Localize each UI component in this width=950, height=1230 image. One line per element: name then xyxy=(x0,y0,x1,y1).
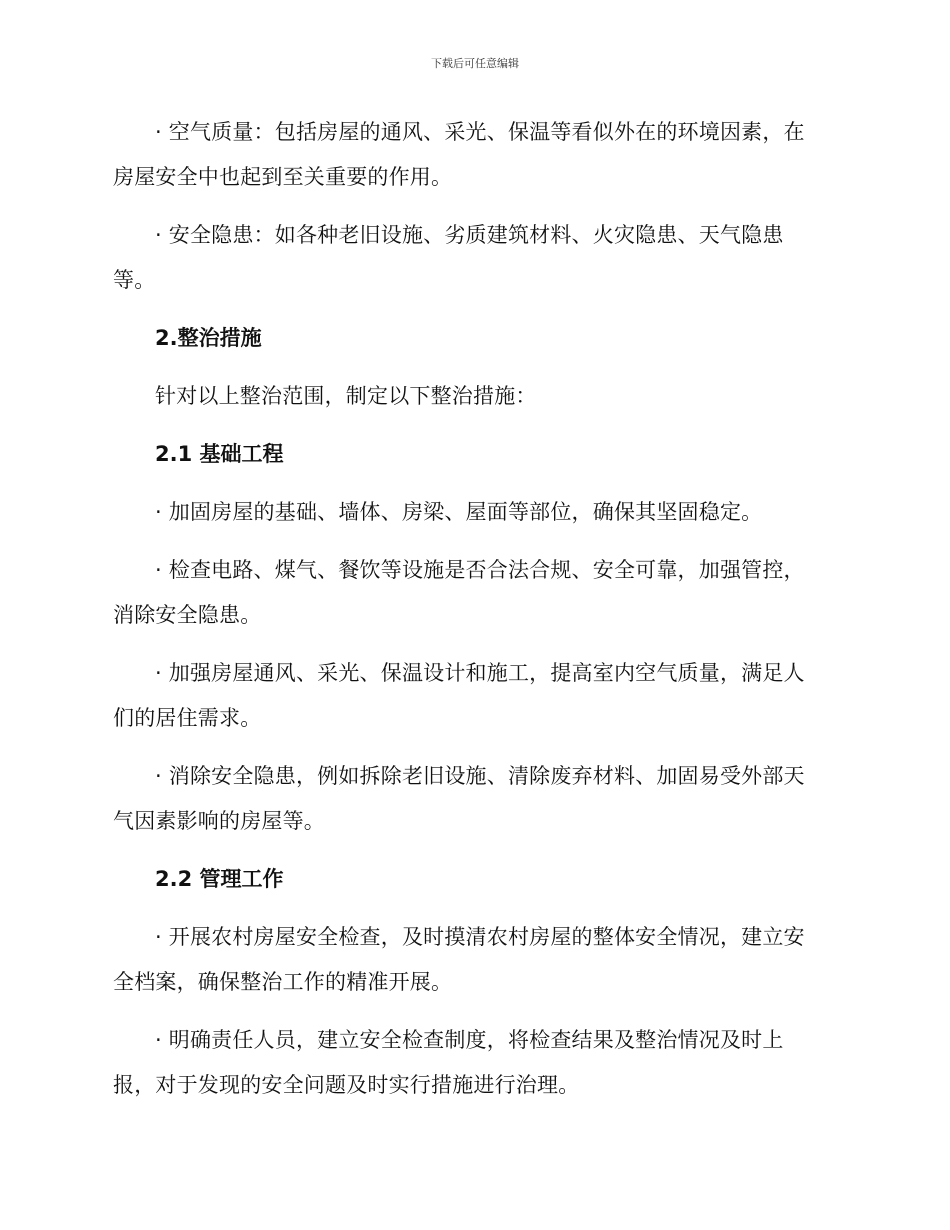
paragraph-eliminate-hazards: · 消除安全隐患，例如拆除老旧设施、清除废弃材料、加固易受外部天气因素影响的房屋等。 xyxy=(113,764,805,833)
paragraph-inspect-facilities: · 检查电路、煤气、餐饮等设施是否合法合规、安全可靠，加强管控，消除安全隐患。 xyxy=(113,558,805,627)
subsection-heading-management: 2.2 管理工作 xyxy=(155,867,284,891)
paragraph-safety-inspection: · 开展农村房屋安全检查，及时摸清农村房屋的整体安全情况，建立安全档案，确保整治工作的精准开展。 xyxy=(113,925,805,994)
paragraph-reinforce: · 加固房屋的基础、墙体、房梁、屋面等部位，确保其坚固稳定。 xyxy=(155,500,763,524)
section-heading-measures: 2.整治措施 xyxy=(155,326,262,350)
paragraph-air-quality: · 空气质量：包括房屋的通风、采光、保温等看似外在的环境因素，在房屋安全中也起到至关重要的作用。 xyxy=(113,120,805,189)
document-body xyxy=(113,110,825,1121)
paragraph-responsibility: · 明确责任人员，建立安全检查制度，将检查结果及整治情况及时上报，对于发现的安全问题及时实行措施进行治理。 xyxy=(113,1028,784,1097)
subsection-heading-foundation: 2.1 基础工程 xyxy=(155,442,284,466)
paragraph-safety-hazards: · 安全隐患：如各种老旧设施、劣质建筑材料、火灾隐患、天气隐患等。 xyxy=(113,223,784,292)
page-header: 下载后可任意编辑 xyxy=(431,57,519,70)
paragraph-ventilation: · 加强房屋通风、采光、保温设计和施工，提高室内空气质量，满足人们的居住需求。 xyxy=(113,661,805,730)
paragraph-measures-intro: 针对以上整治范围，制定以下整治措施： xyxy=(155,384,537,408)
